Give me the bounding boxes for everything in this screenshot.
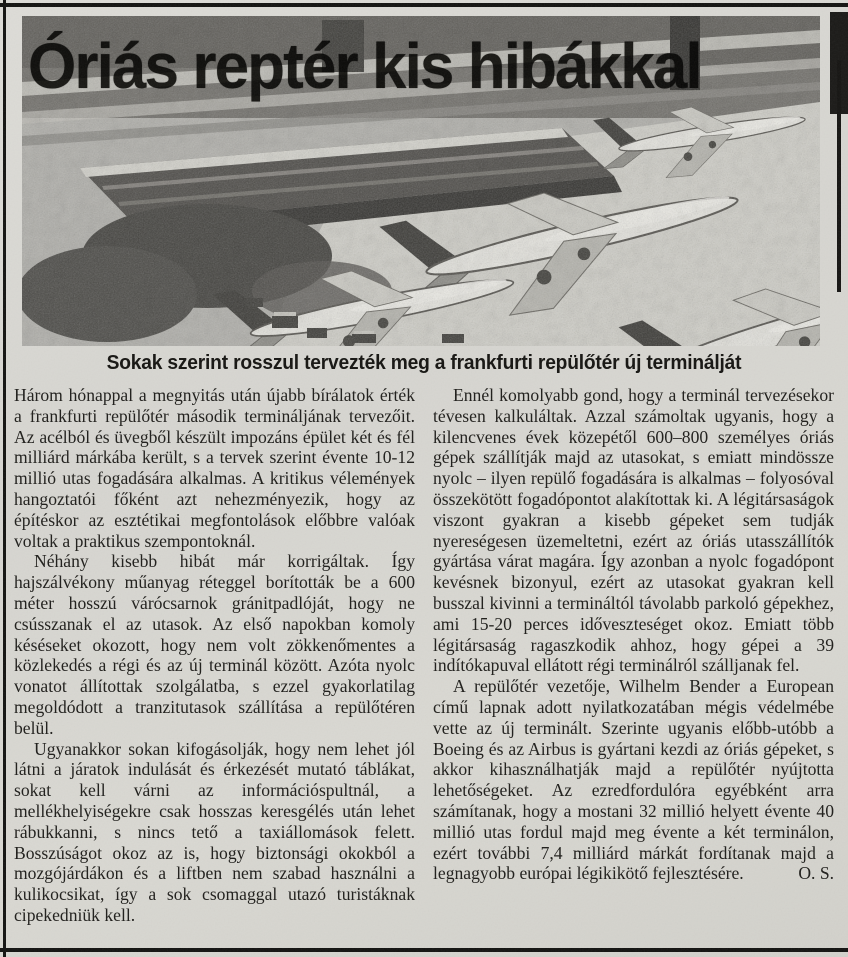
- paragraph-text: Három hónappal a megnyitás után újabb bírálatok érték a frankfurti repülőtér második termináljának tervezőit. Az acélból és üvegből készült impozáns épület két és fél milliárd márkába került, s a tervek szerint évente 10-12 millió utas fogadására alkalmas. A kritikus vélemények hangoztatói főként azt nehezményezik, hogy az építéskor az esztétikai megfontolások előbbre valóak voltak a praktikus szempontoknál.: [14, 385, 415, 551]
- paragraph-text: A repülőtér vezetője, Wilhelm Bender a European című lapnak adott nyilatkozatában mégis védelmébe vette az új terminált. Szerinte ugyanis előbb-utóbb a Boeing és az Airbus is gyártani kezdi az óriás gépeket, s akkor kihasználhatják majd a repülőtér nyújtotta lehetőségeket. Az ezredfordulóra egyébként arra számítanak, hogy a mostani 32 millió helyett évente 40 millió utas fordul majd meg évente a két terminálon, ezért további 7,4 milliárd márkát fordítanak majd a legnagyobb európai légikikötő fejlesztésére.: [433, 676, 834, 884]
- body-paragraph: [14, 551, 415, 738]
- article-column-right: [433, 385, 834, 926]
- body-paragraph: [14, 739, 415, 926]
- photo-caption: Sokak szerint rosszul tervezték meg a frankfurti repülőtér új terminálját: [106, 352, 742, 374]
- headline: Óriás reptér kis hibákkal: [28, 30, 701, 102]
- paragraph-text: Néhány kisebb hibát már korrigáltak. Így hajszálvékony műanyag réteggel borították be a 600 méter hosszú várócsarnok gránitpadlóját, hogy ne csússzanak el az utasok. Az első napokban komoly késéseket okozott, hogy nem volt zökkenőmentes a közlekedés a régi és az új terminál között. Azóta nyolc vonatot állítottak szolgálatba, s ezzel gyakorlatilag megoldódott a tranzitutasok szállítása a repülőtéren belül.: [14, 551, 415, 738]
- page-frame-left-rule: [3, 0, 6, 957]
- article-column-left: [14, 385, 415, 926]
- article-body: [14, 385, 834, 926]
- page-frame-bottom-rule: [0, 948, 848, 952]
- body-paragraph: [433, 676, 834, 884]
- byline: O. S.: [798, 863, 834, 884]
- page-frame-right-rule: [837, 60, 841, 292]
- body-paragraph: [14, 385, 415, 551]
- body-paragraph: [433, 385, 834, 676]
- paragraph-text: Ennél komolyabb gond, hogy a terminál tervezésekor tévesen kalkuláltak. Azzal számoltak ugyanis, hogy a kilencvenes évek közepétől 600–800 személyes óriás gépek szállítják majd az utasokat, s emiatt mindössze nyolc – ilyen repülő fogadására is alkalmas – folyosóval összekötött fogadópontot alakítottak ki. A légitársaságok viszont gyakran a kisebb gépeket sem tudják nyereségesen üzemeltetni, ezért az óriás utasszállítók gyártása várat magára. Így azonban a nyolc fogadópont kevésnek bizonyul, ezért az utasokat gyakran kell busszal kivinni a termináltól távolabb parkoló gépekhez, ami 15-20 perces időveszteséget okoz. Emiatt több légitársaság ragaszkodik ahhoz, hogy gépei a 39 indítókapuval ellátott régi terminálról szálljanak fel.: [433, 385, 834, 676]
- paragraph-text: Ugyanakkor sokan kifogásolják, hogy nem lehet jól látni a járatok indulását és érkezését mutató táblákat, sokat kell várni az információspultnál, a mellékhelyiségekre csak hosszas keresgélés után lehet rábukkanni, s nincs tető a taxiállomások felett. Bosszúságot okoz az is, hogy biztonsági okokból a mozgójárdákon és a liftben nem szabad használni a kulikocsikat, így a sok csomaggal utazó turistáknak cipekedniük kell.: [14, 738, 415, 925]
- page-frame-top-rule: [0, 3, 848, 7]
